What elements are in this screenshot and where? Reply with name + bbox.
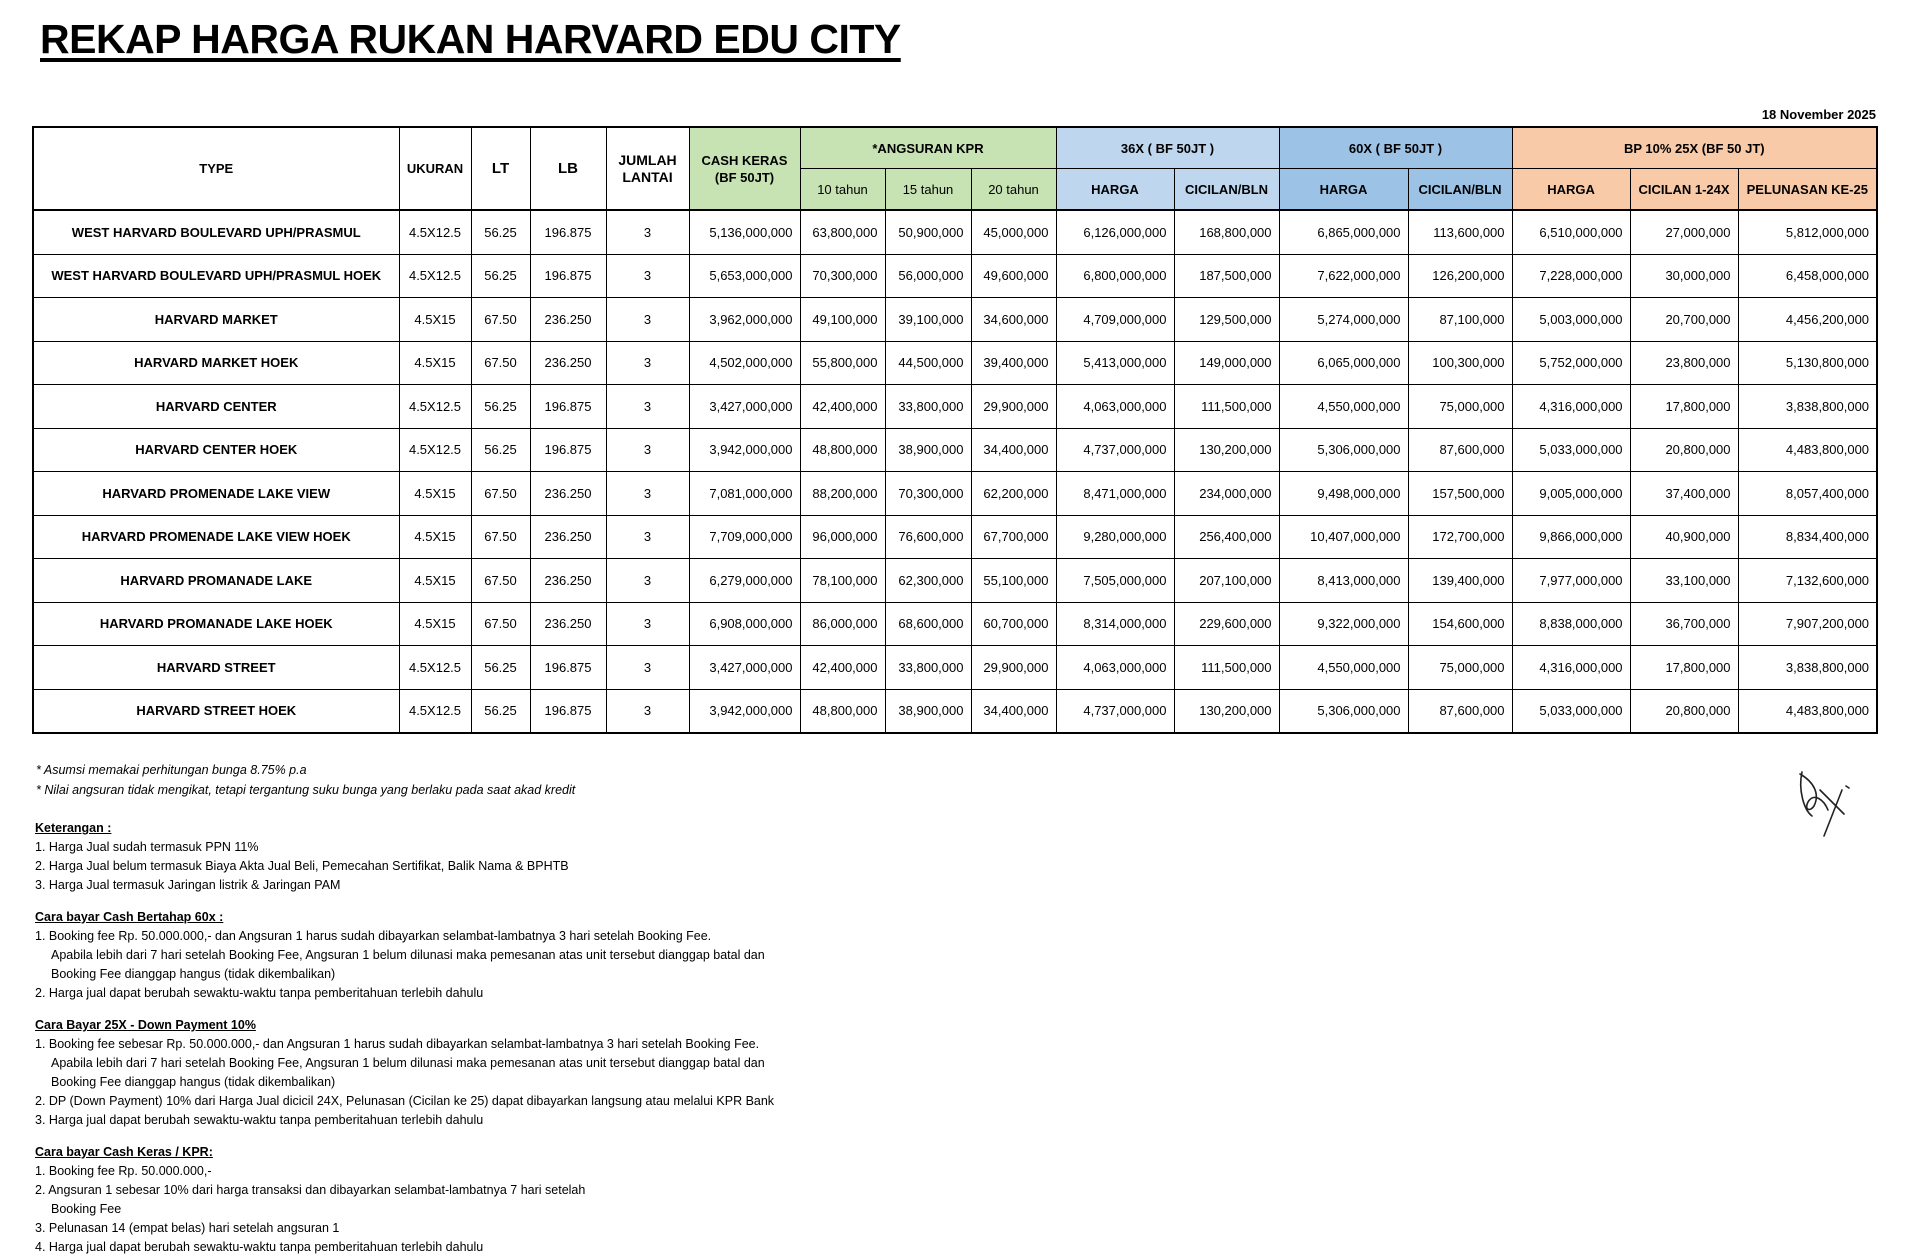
cell-harga-36: 5,413,000,000 xyxy=(1056,341,1174,385)
cell-lb: 236.250 xyxy=(530,559,606,603)
cell-jumlah-lantai: 3 xyxy=(606,646,689,690)
cell-lt: 56.25 xyxy=(471,254,530,298)
cell-harga-bp: 5,033,000,000 xyxy=(1512,689,1630,733)
cara-25x-item-cont: Apabila lebih dari 7 hari setelah Booking Fee, Angsuran 1 belum dilunasi maka pemesanan atas unit tersebut dianggap batal dan xyxy=(51,1056,765,1070)
cash-bertahap-item: 2. Harga jual dapat berubah sewaktu-waktu tanpa pemberitahuan terlebih dahulu xyxy=(35,986,484,1000)
cell-cicilan-bp: 33,100,000 xyxy=(1630,559,1738,603)
cell-kpr-20: 34,400,000 xyxy=(971,689,1056,733)
cell-cicilan-bp: 20,800,000 xyxy=(1630,689,1738,733)
footnote: * Asumsi memakai perhitungan bunga 8.75% p.a xyxy=(36,763,307,777)
cell-pelunasan-bp: 4,456,200,000 xyxy=(1738,298,1877,342)
cell-harga-60: 6,065,000,000 xyxy=(1279,341,1408,385)
table-row xyxy=(33,646,1877,690)
cell-cicilan-bp: 40,900,000 xyxy=(1630,515,1738,559)
cell-harga-60: 10,407,000,000 xyxy=(1279,515,1408,559)
cell-lt: 67.50 xyxy=(471,559,530,603)
cell-cash-keras: 4,502,000,000 xyxy=(689,341,800,385)
price-table-body xyxy=(33,210,1877,733)
cell-pelunasan-bp: 6,458,000,000 xyxy=(1738,254,1877,298)
cell-kpr-15: 68,600,000 xyxy=(885,602,971,646)
cell-jumlah-lantai: 3 xyxy=(606,298,689,342)
cell-harga-60: 8,413,000,000 xyxy=(1279,559,1408,603)
cell-harga-bp: 7,977,000,000 xyxy=(1512,559,1630,603)
cell-lt: 67.50 xyxy=(471,602,530,646)
cell-harga-36: 4,063,000,000 xyxy=(1056,646,1174,690)
cell-kpr-20: 60,700,000 xyxy=(971,602,1056,646)
table-row xyxy=(33,210,1877,254)
cell-cicilan-36: 111,500,000 xyxy=(1174,385,1279,429)
cell-cicilan-36: 234,000,000 xyxy=(1174,472,1279,516)
cell-jumlah-lantai: 3 xyxy=(606,254,689,298)
cell-type: HARVARD CENTER xyxy=(33,385,399,429)
cell-kpr-15: 39,100,000 xyxy=(885,298,971,342)
cell-lb: 236.250 xyxy=(530,515,606,559)
cell-kpr-10: 86,000,000 xyxy=(800,602,885,646)
cell-harga-60: 5,306,000,000 xyxy=(1279,689,1408,733)
cell-pelunasan-bp: 8,057,400,000 xyxy=(1738,472,1877,516)
cell-kpr-20: 34,400,000 xyxy=(971,428,1056,472)
cell-lt: 67.50 xyxy=(471,298,530,342)
cell-kpr-20: 55,100,000 xyxy=(971,559,1056,603)
cell-cicilan-60: 139,400,000 xyxy=(1408,559,1512,603)
keterangan-item: 2. Harga Jual belum termasuk Biaya Akta Jual Beli, Pemecahan Sertifikat, Balik Nama & BPHTB xyxy=(35,859,569,873)
cell-cash-keras: 6,279,000,000 xyxy=(689,559,800,603)
header-kpr-15: 15 tahun xyxy=(885,169,971,211)
keterangan-item: 1. Harga Jual sudah termasuk PPN 11% xyxy=(35,840,259,854)
cell-harga-bp: 5,003,000,000 xyxy=(1512,298,1630,342)
cell-cicilan-36: 130,200,000 xyxy=(1174,428,1279,472)
cell-harga-60: 5,274,000,000 xyxy=(1279,298,1408,342)
cell-type: HARVARD STREET HOEK xyxy=(33,689,399,733)
cell-kpr-20: 49,600,000 xyxy=(971,254,1056,298)
cell-lt: 56.25 xyxy=(471,210,530,254)
header-cash-keras: CASH KERAS (BF 50JT) xyxy=(689,127,800,210)
cell-harga-36: 8,314,000,000 xyxy=(1056,602,1174,646)
cell-lt: 56.25 xyxy=(471,428,530,472)
cell-jumlah-lantai: 3 xyxy=(606,602,689,646)
cash-keras-kpr-heading: Cara bayar Cash Keras / KPR: xyxy=(35,1145,213,1159)
cell-lb: 236.250 xyxy=(530,341,606,385)
table-row xyxy=(33,428,1877,472)
header-harga-60: HARGA xyxy=(1279,169,1408,211)
cell-cicilan-36: 256,400,000 xyxy=(1174,515,1279,559)
cell-kpr-15: 38,900,000 xyxy=(885,689,971,733)
header-group-bp: BP 10% 25X (BF 50 JT) xyxy=(1512,127,1877,169)
header-kpr-20: 20 tahun xyxy=(971,169,1056,211)
cell-cicilan-bp: 20,700,000 xyxy=(1630,298,1738,342)
cash-bertahap-item-cont: Booking Fee dianggap hangus (tidak dikembalikan) xyxy=(51,967,336,981)
table-row xyxy=(33,298,1877,342)
cell-kpr-20: 62,200,000 xyxy=(971,472,1056,516)
cell-cicilan-60: 87,600,000 xyxy=(1408,428,1512,472)
cell-harga-bp: 5,752,000,000 xyxy=(1512,341,1630,385)
cell-harga-bp: 4,316,000,000 xyxy=(1512,646,1630,690)
page-title: REKAP HARGA RUKAN HARVARD EDU CITY xyxy=(40,16,901,62)
cell-harga-60: 4,550,000,000 xyxy=(1279,646,1408,690)
cara-25x-item-cont: Booking Fee dianggap hangus (tidak dikembalikan) xyxy=(51,1075,336,1089)
cell-lb: 196.875 xyxy=(530,646,606,690)
cell-type: HARVARD MARKET HOEK xyxy=(33,341,399,385)
cell-harga-bp: 5,033,000,000 xyxy=(1512,428,1630,472)
cell-harga-36: 4,737,000,000 xyxy=(1056,689,1174,733)
header-type: TYPE xyxy=(33,127,399,210)
price-table xyxy=(32,126,1878,734)
cell-kpr-20: 29,900,000 xyxy=(971,385,1056,429)
cash-keras-kpr-item: 3. Pelunasan 14 (empat belas) hari setelah angsuran 1 xyxy=(35,1221,340,1235)
cell-ukuran: 4.5X12.5 xyxy=(399,428,471,472)
cell-kpr-20: 29,900,000 xyxy=(971,646,1056,690)
cell-type: HARVARD STREET xyxy=(33,646,399,690)
cell-pelunasan-bp: 7,132,600,000 xyxy=(1738,559,1877,603)
cell-lt: 56.25 xyxy=(471,385,530,429)
cell-cicilan-60: 157,500,000 xyxy=(1408,472,1512,516)
cell-cicilan-bp: 27,000,000 xyxy=(1630,210,1738,254)
cash-keras-kpr-item-cont: Booking Fee xyxy=(51,1202,122,1216)
cell-harga-bp: 7,228,000,000 xyxy=(1512,254,1630,298)
cell-pelunasan-bp: 4,483,800,000 xyxy=(1738,428,1877,472)
cell-kpr-10: 48,800,000 xyxy=(800,428,885,472)
header-angsuran-kpr: *ANGSURAN KPR xyxy=(800,127,1056,169)
cash-bertahap-item: 1. Booking fee Rp. 50.000.000,- dan Angsuran 1 harus sudah dibayarkan selambat-lambatnya 3 hari setelah Booking Fee. xyxy=(35,929,712,943)
header-lb: LB xyxy=(530,127,606,210)
cell-kpr-10: 55,800,000 xyxy=(800,341,885,385)
cell-type: HARVARD PROMANADE LAKE xyxy=(33,559,399,603)
cell-kpr-10: 88,200,000 xyxy=(800,472,885,516)
cell-cicilan-60: 126,200,000 xyxy=(1408,254,1512,298)
cell-harga-36: 4,737,000,000 xyxy=(1056,428,1174,472)
cara-25x-item: 3. Harga jual dapat berubah sewaktu-waktu tanpa pemberitahuan terlebih dahulu xyxy=(35,1113,484,1127)
header-ukuran: UKURAN xyxy=(399,127,471,210)
cell-kpr-20: 34,600,000 xyxy=(971,298,1056,342)
cell-cicilan-bp: 37,400,000 xyxy=(1630,472,1738,516)
cell-kpr-10: 96,000,000 xyxy=(800,515,885,559)
cell-kpr-15: 44,500,000 xyxy=(885,341,971,385)
cell-lt: 56.25 xyxy=(471,689,530,733)
cell-jumlah-lantai: 3 xyxy=(606,559,689,603)
cell-harga-bp: 4,316,000,000 xyxy=(1512,385,1630,429)
cell-cicilan-36: 129,500,000 xyxy=(1174,298,1279,342)
header-lt: LT xyxy=(471,127,530,210)
cell-harga-60: 4,550,000,000 xyxy=(1279,385,1408,429)
table-row xyxy=(33,254,1877,298)
cell-jumlah-lantai: 3 xyxy=(606,689,689,733)
header-pelunasan-bp: PELUNASAN KE-25 xyxy=(1738,169,1877,211)
cell-pelunasan-bp: 5,130,800,000 xyxy=(1738,341,1877,385)
cell-harga-36: 6,126,000,000 xyxy=(1056,210,1174,254)
cell-type: WEST HARVARD BOULEVARD UPH/PRASMUL HOEK xyxy=(33,254,399,298)
cell-cicilan-36: 207,100,000 xyxy=(1174,559,1279,603)
cell-cicilan-36: 168,800,000 xyxy=(1174,210,1279,254)
cell-cash-keras: 3,962,000,000 xyxy=(689,298,800,342)
cell-cicilan-36: 149,000,000 xyxy=(1174,341,1279,385)
cell-cicilan-bp: 30,000,000 xyxy=(1630,254,1738,298)
cell-cash-keras: 3,942,000,000 xyxy=(689,428,800,472)
cell-harga-bp: 9,005,000,000 xyxy=(1512,472,1630,516)
cell-cicilan-36: 187,500,000 xyxy=(1174,254,1279,298)
cell-cicilan-36: 130,200,000 xyxy=(1174,689,1279,733)
cell-kpr-15: 56,000,000 xyxy=(885,254,971,298)
cell-kpr-15: 76,600,000 xyxy=(885,515,971,559)
cell-lb: 236.250 xyxy=(530,298,606,342)
cell-cicilan-60: 87,600,000 xyxy=(1408,689,1512,733)
cash-bertahap-item-cont: Apabila lebih dari 7 hari setelah Booking Fee, Angsuran 1 belum dilunasi maka pemesanan atas unit tersebut dianggap batal dan xyxy=(51,948,765,962)
cell-type: HARVARD PROMENADE LAKE VIEW HOEK xyxy=(33,515,399,559)
cell-cicilan-36: 229,600,000 xyxy=(1174,602,1279,646)
cell-type: HARVARD CENTER HOEK xyxy=(33,428,399,472)
cash-keras-kpr-item: 2. Angsuran 1 sebesar 10% dari harga transaksi dan dibayarkan selambat-lambatnya 7 hari setelah xyxy=(35,1183,586,1197)
cell-cicilan-bp: 17,800,000 xyxy=(1630,646,1738,690)
header-harga-bp: HARGA xyxy=(1512,169,1630,211)
cell-kpr-15: 33,800,000 xyxy=(885,646,971,690)
cell-lb: 196.875 xyxy=(530,385,606,429)
cell-cicilan-60: 100,300,000 xyxy=(1408,341,1512,385)
cell-cash-keras: 7,081,000,000 xyxy=(689,472,800,516)
cell-harga-60: 7,622,000,000 xyxy=(1279,254,1408,298)
cell-cicilan-bp: 17,800,000 xyxy=(1630,385,1738,429)
cell-pelunasan-bp: 3,838,800,000 xyxy=(1738,385,1877,429)
cell-pelunasan-bp: 4,483,800,000 xyxy=(1738,689,1877,733)
table-row xyxy=(33,515,1877,559)
cash-keras-kpr-item: 4. Harga jual dapat berubah sewaktu-waktu tanpa pemberitahuan terlebih dahulu xyxy=(35,1240,484,1254)
cell-cicilan-60: 87,100,000 xyxy=(1408,298,1512,342)
cell-jumlah-lantai: 3 xyxy=(606,341,689,385)
cell-type: HARVARD MARKET xyxy=(33,298,399,342)
cell-lt: 67.50 xyxy=(471,341,530,385)
header-harga-36: HARGA xyxy=(1056,169,1174,211)
cell-pelunasan-bp: 5,812,000,000 xyxy=(1738,210,1877,254)
cell-kpr-20: 39,400,000 xyxy=(971,341,1056,385)
cell-harga-bp: 8,838,000,000 xyxy=(1512,602,1630,646)
cell-kpr-15: 62,300,000 xyxy=(885,559,971,603)
cell-ukuran: 4.5X12.5 xyxy=(399,254,471,298)
document-date: 18 November 2025 xyxy=(1761,107,1876,122)
table-row xyxy=(33,689,1877,733)
cell-cash-keras: 3,427,000,000 xyxy=(689,646,800,690)
cell-jumlah-lantai: 3 xyxy=(606,515,689,559)
cell-cicilan-bp: 36,700,000 xyxy=(1630,602,1738,646)
cell-cicilan-bp: 23,800,000 xyxy=(1630,341,1738,385)
cell-type: WEST HARVARD BOULEVARD UPH/PRASMUL xyxy=(33,210,399,254)
header-cicilan-36: CICILAN/BLN xyxy=(1174,169,1279,211)
signature-icon xyxy=(1790,760,1860,840)
keterangan-item: 3. Harga Jual termasuk Jaringan listrik & Jaringan PAM xyxy=(35,878,341,892)
header-cicilan-bp: CICILAN 1-24X xyxy=(1630,169,1738,211)
cell-lt: 67.50 xyxy=(471,515,530,559)
cell-harga-36: 6,800,000,000 xyxy=(1056,254,1174,298)
cell-cash-keras: 6,908,000,000 xyxy=(689,602,800,646)
header-cicilan-60: CICILAN/BLN xyxy=(1408,169,1512,211)
cell-kpr-20: 67,700,000 xyxy=(971,515,1056,559)
cell-type: HARVARD PROMENADE LAKE VIEW xyxy=(33,472,399,516)
cell-cicilan-36: 111,500,000 xyxy=(1174,646,1279,690)
cell-harga-36: 4,709,000,000 xyxy=(1056,298,1174,342)
cell-ukuran: 4.5X15 xyxy=(399,602,471,646)
cell-harga-bp: 6,510,000,000 xyxy=(1512,210,1630,254)
cell-harga-36: 8,471,000,000 xyxy=(1056,472,1174,516)
cell-cicilan-60: 75,000,000 xyxy=(1408,385,1512,429)
cell-ukuran: 4.5X15 xyxy=(399,341,471,385)
cell-kpr-20: 45,000,000 xyxy=(971,210,1056,254)
keterangan-heading: Keterangan : xyxy=(35,821,112,835)
cell-harga-36: 4,063,000,000 xyxy=(1056,385,1174,429)
cell-ukuran: 4.5X15 xyxy=(399,298,471,342)
cell-kpr-15: 38,900,000 xyxy=(885,428,971,472)
cell-jumlah-lantai: 3 xyxy=(606,472,689,516)
header-jumlah-lantai: JUMLAH LANTAI xyxy=(606,127,689,210)
cell-kpr-10: 63,800,000 xyxy=(800,210,885,254)
cell-kpr-15: 50,900,000 xyxy=(885,210,971,254)
cell-ukuran: 4.5X12.5 xyxy=(399,385,471,429)
cell-ukuran: 4.5X15 xyxy=(399,515,471,559)
cell-ukuran: 4.5X12.5 xyxy=(399,646,471,690)
footnote: * Nilai angsuran tidak mengikat, tetapi tergantung suku bunga yang berlaku pada saat akad kredit xyxy=(36,783,576,797)
cell-lb: 196.875 xyxy=(530,254,606,298)
cara-25x-item: 2. DP (Down Payment) 10% dari Harga Jual dicicil 24X, Pelunasan (Cicilan ke 25) dapat dibayarkan langsung atau melalui KPR Bank xyxy=(35,1094,775,1108)
cell-harga-bp: 9,866,000,000 xyxy=(1512,515,1630,559)
cell-harga-60: 5,306,000,000 xyxy=(1279,428,1408,472)
header-group-60x: 60X ( BF 50JT ) xyxy=(1279,127,1512,169)
cell-cash-keras: 3,427,000,000 xyxy=(689,385,800,429)
cell-lb: 196.875 xyxy=(530,689,606,733)
cell-cicilan-60: 75,000,000 xyxy=(1408,646,1512,690)
cell-lb: 196.875 xyxy=(530,210,606,254)
table-row xyxy=(33,341,1877,385)
cell-pelunasan-bp: 7,907,200,000 xyxy=(1738,602,1877,646)
cell-pelunasan-bp: 8,834,400,000 xyxy=(1738,515,1877,559)
cell-ukuran: 4.5X12.5 xyxy=(399,210,471,254)
cell-jumlah-lantai: 3 xyxy=(606,428,689,472)
table-row xyxy=(33,472,1877,516)
cell-harga-60: 6,865,000,000 xyxy=(1279,210,1408,254)
cell-harga-60: 9,322,000,000 xyxy=(1279,602,1408,646)
cell-cash-keras: 3,942,000,000 xyxy=(689,689,800,733)
cell-lt: 56.25 xyxy=(471,646,530,690)
footnotes xyxy=(36,760,575,800)
cell-kpr-10: 70,300,000 xyxy=(800,254,885,298)
info-section xyxy=(35,819,935,1257)
cell-ukuran: 4.5X12.5 xyxy=(399,689,471,733)
cell-cicilan-60: 113,600,000 xyxy=(1408,210,1512,254)
cell-cicilan-bp: 20,800,000 xyxy=(1630,428,1738,472)
table-row xyxy=(33,559,1877,603)
cell-jumlah-lantai: 3 xyxy=(606,385,689,429)
cell-lb: 236.250 xyxy=(530,602,606,646)
cell-cash-keras: 5,136,000,000 xyxy=(689,210,800,254)
cell-cicilan-60: 154,600,000 xyxy=(1408,602,1512,646)
cash-bertahap-heading: Cara bayar Cash Bertahap 60x : xyxy=(35,910,224,924)
cell-harga-36: 7,505,000,000 xyxy=(1056,559,1174,603)
header-kpr-10: 10 tahun xyxy=(800,169,885,211)
cell-kpr-10: 78,100,000 xyxy=(800,559,885,603)
cell-kpr-10: 48,800,000 xyxy=(800,689,885,733)
cell-kpr-15: 70,300,000 xyxy=(885,472,971,516)
cara-25x-heading: Cara Bayar 25X - Down Payment 10% xyxy=(35,1018,256,1032)
cell-harga-60: 9,498,000,000 xyxy=(1279,472,1408,516)
cell-cash-keras: 7,709,000,000 xyxy=(689,515,800,559)
cell-jumlah-lantai: 3 xyxy=(606,210,689,254)
cell-kpr-15: 33,800,000 xyxy=(885,385,971,429)
cara-25x-item: 1. Booking fee sebesar Rp. 50.000.000,- dan Angsuran 1 harus sudah dibayarkan selambat-lambatnya 3 hari setelah Booking Fee. xyxy=(35,1037,760,1051)
cell-cash-keras: 5,653,000,000 xyxy=(689,254,800,298)
cell-pelunasan-bp: 3,838,800,000 xyxy=(1738,646,1877,690)
cell-kpr-10: 42,400,000 xyxy=(800,385,885,429)
cash-keras-kpr-item: 1. Booking fee Rp. 50.000.000,- xyxy=(35,1164,212,1178)
cell-lb: 236.250 xyxy=(530,472,606,516)
cell-type: HARVARD PROMANADE LAKE HOEK xyxy=(33,602,399,646)
cell-lb: 196.875 xyxy=(530,428,606,472)
cell-kpr-10: 42,400,000 xyxy=(800,646,885,690)
cell-ukuran: 4.5X15 xyxy=(399,559,471,603)
table-row xyxy=(33,602,1877,646)
table-row xyxy=(33,385,1877,429)
cell-lt: 67.50 xyxy=(471,472,530,516)
cell-ukuran: 4.5X15 xyxy=(399,472,471,516)
cell-cicilan-60: 172,700,000 xyxy=(1408,515,1512,559)
cell-harga-36: 9,280,000,000 xyxy=(1056,515,1174,559)
cell-kpr-10: 49,100,000 xyxy=(800,298,885,342)
header-group-36x: 36X ( BF 50JT ) xyxy=(1056,127,1279,169)
